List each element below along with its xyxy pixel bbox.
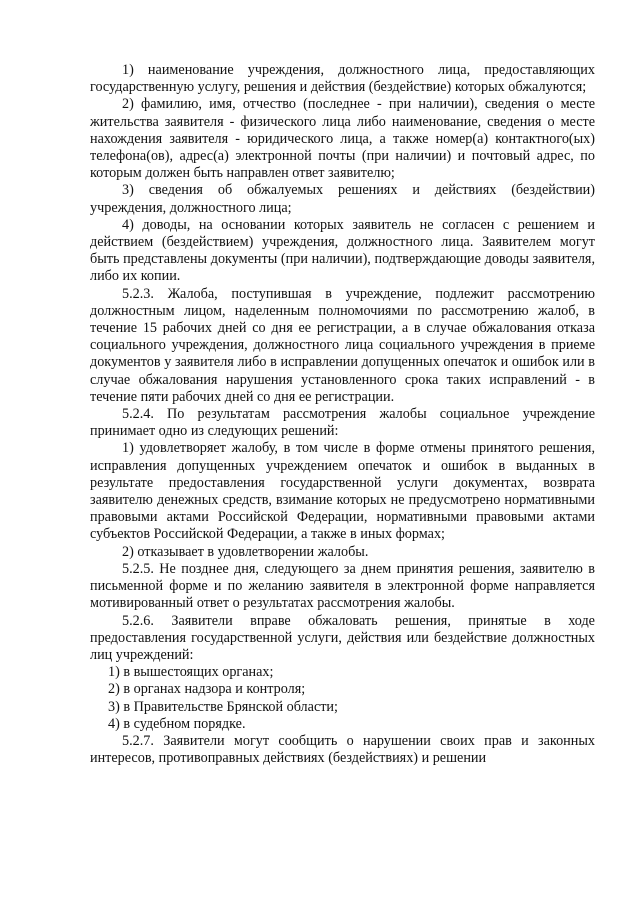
clause-5-2-5: 5.2.5. Не позднее дня, следующего за днем принятия решения, заявителю в письменной форме и по желанию заявителя в электронной форме направляется мотивированный ответ о результатах рассмотрения жалобы. (90, 560, 595, 612)
decision-item-2: 2) отказывает в удовлетворении жалобы. (122, 543, 369, 560)
document-page (90, 62, 595, 767)
clause-5-2-3: 5.2.3. Жалоба, поступившая в учреждение, подлежит рассмотрению должностным лицом, наделенным полномочиями по рассмотрению жалоб, в течение 15 рабочих дней со дня ее регистрации, а в случае обжалования отказа социального учреждения, должностного лица социального учреждения в приеме документов у заявителя либо в исправлении допущенных опечаток и ошибок или в случае обжалования нарушения установленного срока таких исправлений - в течение пяти рабочих дней со дня ее регистрации. (90, 285, 595, 405)
clause-5-2-4: 5.2.4. По результатам рассмотрения жалобы социальное учреждение принимает одно из следующих решений: (90, 406, 595, 440)
clause-5-2-7: 5.2.7. Заявители могут сообщить о нарушении своих прав и законных интересов, противоправных действиях (бездействиях) и решении (90, 732, 595, 767)
clause-5-2-6: 5.2.6. Заявители вправе обжаловать решения, принятые в ходе предоставления государственной услуги, действия или бездействие должностных лиц учреждений: (90, 612, 595, 663)
appeal-item-3: 3) в Правительстве Брянской области; (108, 698, 338, 715)
list-item-3: 3) сведения об обжалуемых решениях и действиях (бездействии) учреждения, должностного лица; (90, 182, 595, 216)
list-item-1: 1) наименование учреждения, должностного лица, предоставляющих государственную услугу, решения и действия (бездействие) которых обжалуются; (90, 62, 595, 96)
appeal-item-1: 1) в вышестоящих органах; (108, 664, 274, 681)
appeal-item-4: 4) в судебном порядке. (108, 715, 246, 732)
decision-item-1: 1) удовлетворяет жалобу, в том числе в форме отмены принятого решения, исправления допущенных учреждением опечаток и ошибок в выданных в результате предоставления государственной услуги документах, возврата заявителю денежных средств, взимание которых не предусмотрено нормативными правовыми актами Российской Федерации, нормативными правовыми актами субъектов Российской Федерации, а также в иных формах; (90, 440, 595, 543)
list-item-4: 4) доводы, на основании которых заявитель не согласен с решением и действием (бездействием) учреждения, должностного лица. Заявителем могут быть представлены документы (при наличии), подтверждающие доводы заявителя, либо их копии. (90, 216, 595, 285)
appeal-item-2: 2) в органах надзора и контроля; (108, 681, 306, 698)
list-item-2: 2) фамилию, имя, отчество (последнее - при наличии), сведения о месте жительства заявителя - физического лица либо наименование, сведения о месте нахождения заявителя - юридического лица, а также номер(а) контактного(ых) телефона(ов), адрес(а) электронной почты (при наличии) и почтовый адрес, по которым должен быть направлен ответ заявителю; (90, 96, 595, 182)
